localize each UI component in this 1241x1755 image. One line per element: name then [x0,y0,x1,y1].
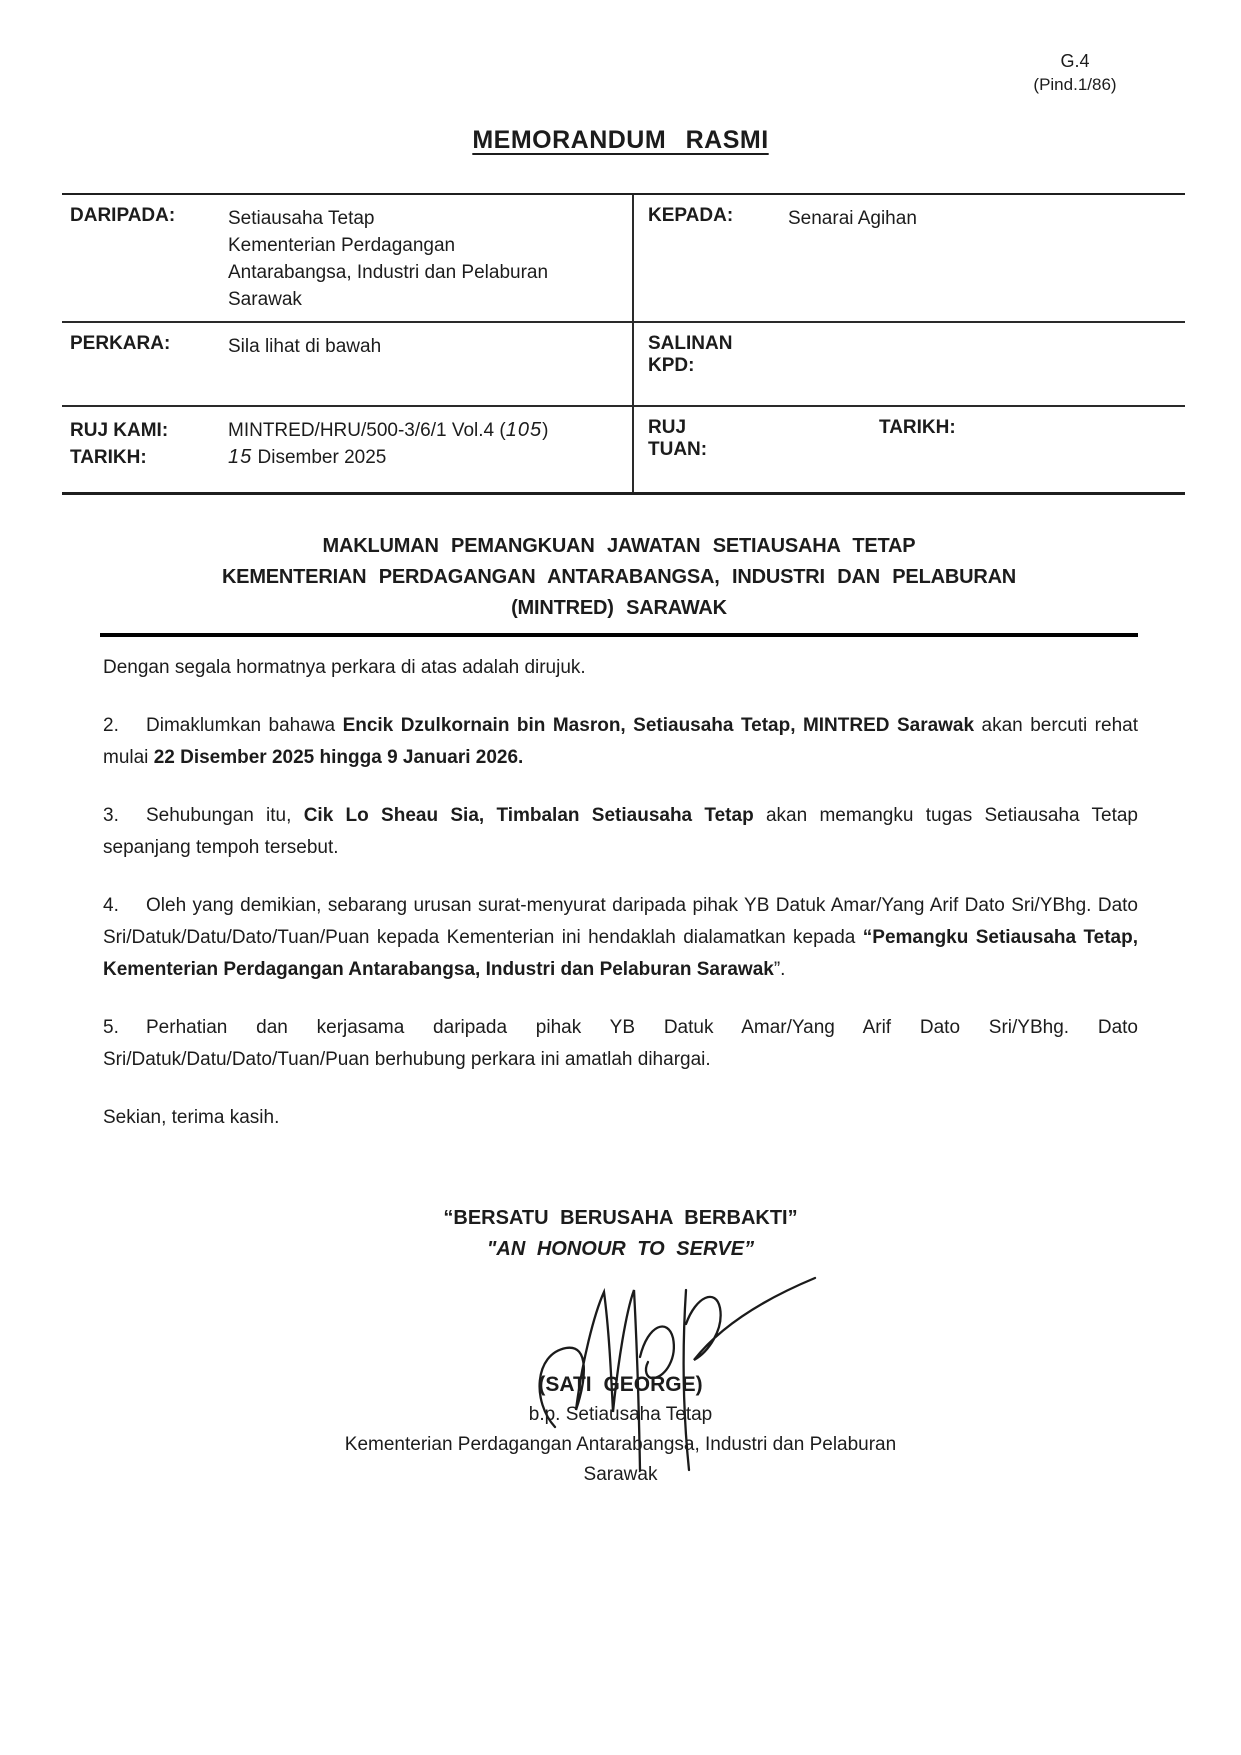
paragraph-2-number: 2. [103,715,119,736]
daripada-label: DARIPADA: [70,205,176,226]
salinan-cell [632,323,1185,405]
perkara-value: Sila lihat di bawah [228,336,382,357]
ruj-kami-handwritten-number: 105 [505,419,543,441]
table-row-perkara-salinan [62,321,1185,405]
paragraph-4: 4. Oleh yang demikian, sebarang urusan surat-menyurat daripada pihak YB Datuk Amar/Yang Arif Dato Sri/YBhg. Dato Sri/Datuk/Datu/Dato/Tuan/Puan kepada Kementerian ini hendaklah dialamatkan kepada “Pemangku Setiausaha Tetap, Kementerian Perdagangan Antarabangsa, Industri dan Pelaburan Sarawak”. [103,890,1138,986]
tarikh-kami-value: 15 Disember 2025 [228,446,387,468]
subject-line-1: MAKLUMAN PEMANGKUAN JAWATAN SETIAUSAHA TETAP [322,535,916,557]
signatory-name: (SATI GEORGE) [538,1373,703,1396]
paragraph-2: 2. Dimaklumkan bahawa Encik Dzulkornain bin Masron, Setiausaha Tetap, MINTRED Sarawak akan bercuti rehat mulai 22 Disember 2025 hingga 9 Januari 2026. [103,710,1138,774]
kepada-label: KEPADA: [648,205,734,226]
ruj-tuan-label-line2: TUAN: [648,439,708,460]
kepada-cell [632,195,1185,321]
closing-line: Sekian, terima kasih. [103,1107,280,1128]
subject-line-2: KEMENTERIAN PERDAGANGAN ANTARABANGSA, INDUSTRI DAN PELABURAN [221,566,1017,588]
motto-malay: “BERSATU BERUSAHA BERBAKTI” [443,1207,798,1229]
ruj-tuan-cell [632,407,1185,492]
paragraph-4-number: 4. [103,895,119,916]
subject-heading [100,531,1138,637]
daripada-cell [62,195,632,321]
signatory-on-behalf: b.p. Setiausaha Tetap [528,1404,713,1425]
daripada-line: Kementerian Perdagangan [228,235,456,256]
daripada-line: Setiausaha Tetap [228,208,375,229]
paragraph-5-number: 5. [103,1017,119,1038]
tarikh-tuan-label: TARIKH: [879,417,956,438]
kepada-value: Senarai Agihan [788,208,917,229]
paragraph-3: 3. Sehubungan itu, Cik Lo Sheau Sia, Timbalan Setiausaha Tetap akan memangku tugas Setiausaha Tetap sepanjang tempoh tersebut. [103,800,1138,864]
subject-line-3: (MINTRED) SARAWAK [511,597,727,619]
paragraph-5: 5. Perhatian dan kerjasama daripada pihak YB Datuk Amar/Yang Arif Dato Sri/YBhg. Dato Sri/Datuk/Datu/Dato/Tuan/Puan berhubung perkara ini amatlah dihargai. [103,1012,1138,1076]
daripada-value [228,205,626,313]
tarikh-handwritten-day: 15 [228,446,253,468]
form-revision: (Pind.1/86) [1033,75,1117,94]
motto-block [0,1203,1241,1265]
table-row-ruj-tarikh [62,405,1185,492]
ruj-kami-cell [62,407,632,492]
daripada-line: Sarawak [228,289,302,310]
ruj-kami-value: MINTRED/HRU/500-3/6/1 Vol.4 (105) [228,419,549,441]
document-title: MEMORANDUM RASMI [472,126,769,154]
table-row-daripada-kepada [62,195,1185,321]
ruj-tuan-label-line1: RUJ [648,417,687,438]
perkara-cell [62,323,632,405]
perkara-label: PERKARA: [70,333,171,354]
signature-block [0,1370,1241,1490]
memo-header-table [62,193,1185,495]
paragraph-3-number: 3. [103,805,119,826]
signatory-org-line1: Kementerian Perdagangan Antarabangsa, Industri dan Pelaburan [344,1434,897,1455]
daripada-line: Antarabangsa, Industri dan Pelaburan [228,262,549,283]
paragraph-1: Dengan segala hormatnya perkara di atas adalah dirujuk. [103,657,586,678]
form-code: G.4 [1060,51,1090,71]
memo-body [103,652,1138,1160]
signatory-org-line2: Sarawak [583,1464,658,1485]
motto-english: "AN HONOUR TO SERVE” [486,1238,755,1260]
salinan-label-line1: SALINAN [648,333,733,354]
tarikh-kami-label: TARIKH: [70,447,147,468]
form-code-block [1010,50,1140,96]
ruj-kami-label: RUJ KAMI: [70,420,169,441]
salinan-label-line2: KPD: [648,355,695,376]
